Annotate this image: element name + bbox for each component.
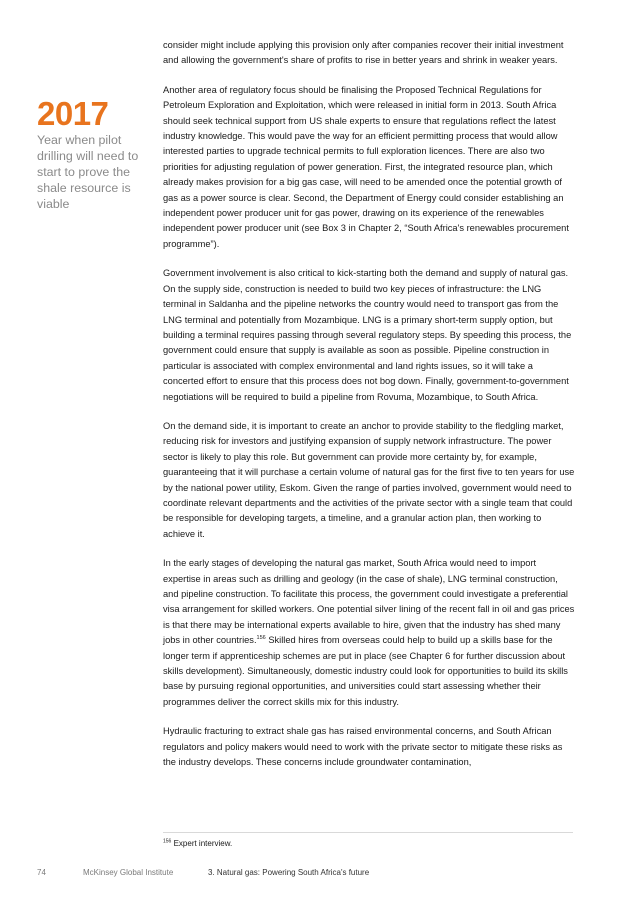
paragraph-1: consider might include applying this provision only after companies recover their initial investment and allowing the government's share of profits to rise in better years and shrink in weaker years.	[163, 40, 564, 66]
paragraph-2: Another area of regulatory focus should be finalising the Proposed Technical Regulations for Petroleum Exploration and Exploitation, which were released in initial form in 2013. South Africa should seek technical support from US shale experts to ensure that regulations reflect the latest industry knowledge. This would pave the way for an efficient permitting process that would allow interested parties to upgrade technical permits to full exploration licences. There are also two priorities for adjusting regulation of power generation. First, the integrated resource plan, which already makes provision for a big gas case, will need to be amended once the potential growth of gas as a power source is clear. Second, the Department of Energy could consider establishing an independent power producer unit for gas power, drawing on its experience of the renewables independent power producer unit (see Box 3 in Chapter 2, “South Africa's renewables procurement programme”).	[163, 84, 569, 249]
footnote-text: Expert interview.	[173, 839, 233, 848]
paragraph-5-text: In the early stages of developing the natural gas market, South Africa would need to import expertise in areas such as drilling and geology (in the case of shale), LNG terminal construction, and pipeline construction. To facilitate this process, the government could investigate a preferential visa arrangement for skilled workers. One potential silver lining of the recent fall in oil and gas prices is that there may be international experts available to hire, given that the industry has shed many jobs in other countries.	[163, 558, 575, 646]
publisher-name: McKinsey Global Institute	[83, 868, 174, 877]
paragraph-5	[163, 556, 575, 710]
paragraph-5-continuation: Skilled hires from overseas could help to build up a skills base for the longer term if apprenticeship schemes are put in place (see Chapter 6 for further discussion about skills development). Simultaneously, domestic industry could look for opportunities to build its skills base by pursuing regional opportunities, and universities could start assessing whether their programmes deliver the correct skills mix for this industry.	[163, 635, 568, 707]
page-number: 74	[37, 868, 46, 877]
stat-number: 2017	[37, 95, 109, 132]
footnote-number: 156	[163, 838, 172, 845]
paragraph-3: Government involvement is also critical to kick-starting both the demand and supply of natural gas. On the supply side, construction is needed to build two key pieces of infrastructure: the LNG terminal in Saldanha and the pipeline networks the country would need to transport gas from the LNG terminal and potentially from Mozambique. LNG is a primary short-term supply option, but building a terminal requires passing through several regulatory steps. By speeding this process, the government could ensure that supply is available as soon as possible. Pipeline construction in particular is associated with complex environmental and land rights issues, so it will take a concerted effort to ensure that this process does not bog down. Finally, government-to-government negotiations will be required to build a pipeline from Rovuma, Mozambique, to South Africa.	[163, 268, 572, 402]
footnote-reference[interactable]: 156	[256, 635, 266, 642]
sidebar-callout	[37, 96, 152, 212]
body-text	[163, 38, 575, 784]
footnote	[163, 838, 573, 850]
chapter-title: 3. Natural gas: Powering South Africa's future	[208, 868, 370, 877]
paragraph-6: Hydraulic fracturing to extract shale gas has raised environmental concerns, and South African regulators and policy makers would need to work with the private sector to mitigate these risks as the industry develops. These concerns include groundwater contamination,	[163, 726, 563, 768]
paragraph-4: On the demand side, it is important to create an anchor to provide stability to the fledgling market, reducing risk for investors and justifying expansion of supply network infrastructure. The power sector is likely to play this role. But government can provide more certainty by, for example, guaranteeing that it will purchase a certain volume of natural gas for the first five to ten years for use by the national power utility, Eskom. Given the range of parties involved, government would need to coordinate relevant departments and the activities of the private sector with a single team that could be responsible for developing targets, a timeline, and a granular action plan, then working to achieve it.	[163, 420, 575, 539]
footnote-divider	[163, 832, 573, 833]
stat-caption: Year when pilot drilling will need to start to prove the shale resource is viable	[37, 133, 139, 211]
